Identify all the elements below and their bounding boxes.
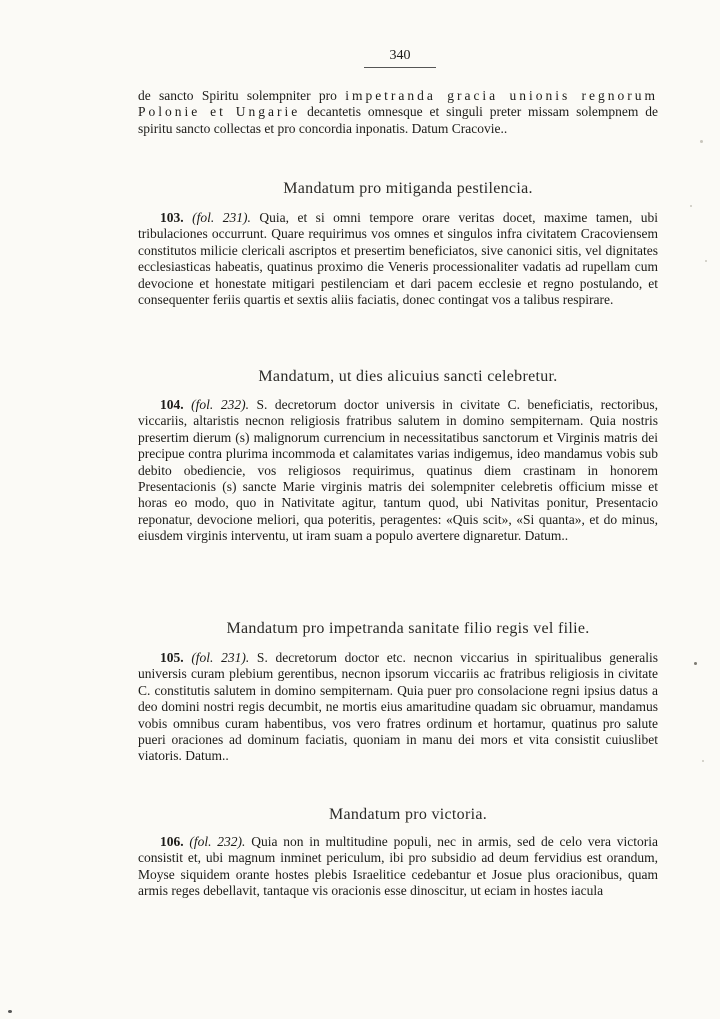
folio-reference: (fol. 232). [189, 834, 246, 849]
entry-text: Quia, et si omni tempore orare veritas docet, maxime tamen, ubi tribulaciones occurrunt. Quare requirimus vos omnes et singulos infra civitatem Cracoviensem constitutos milicie clericali ascriptos et presertim beneficiatos, sive canonici sitis, vel dignitates ecclesiasticas habeatis, quatinus proximo die Veneris processionaliter vadatis ad rupellam cum devocione et honestate mitigari pestilenciam et dari pacem ecclesie et regno postulando, et consequenter feriis quartis et sextis aliis faciatis, donec contingat vos a talibus respirare. [138, 210, 659, 308]
section-paragraph-105 [138, 650, 658, 765]
section-paragraph-104 [138, 397, 658, 545]
intro-text-start: de sancto Spiritu solempniter pro [138, 88, 346, 103]
section-paragraph-103 [138, 210, 658, 308]
scan-speck [705, 260, 707, 262]
folio-reference: (fol. 231). [192, 210, 251, 225]
section-heading-104: Mandatum, ut dies alicuius sancti celebretur. [258, 368, 558, 385]
entry-number: 105. [160, 650, 184, 665]
entry-number: 104. [160, 397, 184, 412]
intro-text-end: decantetis omnesque et singuli preter missam solempnem de spiritu sancto collectas et pro concordia inponatis. Datum Cracovie.. [138, 104, 658, 136]
entry-text: S. decretorum doctor universis in civitate C. beneficiatis, rectoribus, viccariis, altaristis necnon religiosis fratribus salutem in domino sempiternam. Quia nostris presertim dierum (s) malignorum currencium in necessitatibus sanctorum et Virginis matris dei precipue contra plurima incommoda et calamitates varias indigemus, ideo mandamus vobis sub debito obediencie, vos religiosos requirimus, quatinus diem crastinam in honorem Presentacionis (s) sancte Marie virginis matris dei solempniter celebretis officium misse et horas eo modo, quo in Nativitate agitur, tantum quod, ubi Nativitas ponitur, Presentacio reponatur, devocione meliori, qua poteritis, peragentes: «Quis scit», «Si quanta», et do minus, eiusdem virginis interventu, ut iram suam a populo avertere dignaretur. Datum.. [138, 397, 658, 544]
scan-speck [702, 760, 704, 762]
entry-number: 106. [160, 834, 184, 849]
folio-reference: (fol. 232). [191, 397, 249, 412]
scan-speck [694, 662, 697, 665]
entry-text: S. decretorum doctor etc. necnon viccarius in spiritualibus generalis universis curam plebium gerentibus, necnon ipsorum viccariis ac fratribus religiosis in civitate C. constitutis salutem in domino sempiternam. Quia puer pro consolacione regni ipsius datus a deo domini nostri regis decumbit, ne mortis eius amaritudine quadam sic obruamur, mandamus vobis omnibus curam habentibus, vos vero fratres ordinum et hortamur, quatinus pro salute pueri oraciones ad dominum faciatis, quoniam in manu dei mors et vita consistit cuiuslibet viatoris. Datum.. [138, 650, 659, 764]
page-number-rule [364, 67, 436, 68]
scan-speck [690, 205, 692, 207]
scan-speck [700, 140, 703, 143]
section-paragraph-106 [138, 834, 658, 900]
folio-reference: (fol. 231). [191, 650, 250, 665]
intro-spaced-text: impetranda gracia unionis regnorum Polonie et Ungarie [138, 88, 659, 120]
section-heading-106: Mandatum pro victoria. [328, 806, 488, 823]
page-number: 340 [389, 48, 411, 63]
entry-text: Quia non in multitudine populi, nec in armis, sed de celo vera victoria consistit et, ubi magnum inminet periculum, ibi pro subsidio ad deum fervidius est orandum, Moyse siquidem orante hostes plebis Israelitice cedebantur et Josue plus oracionibus, quam armis reges debellavit, tantaque vis oracionis esse dinoscitur, ut eciam in hostes iacula [138, 834, 658, 899]
section-heading-103: Mandatum pro mitiganda pestilencia. [283, 180, 533, 197]
scan-speck [8, 1010, 12, 1013]
intro-paragraph [138, 88, 658, 137]
entry-number: 103. [160, 210, 184, 225]
section-heading-105: Mandatum pro impetranda sanitate filio regis vel filie. [226, 620, 590, 637]
